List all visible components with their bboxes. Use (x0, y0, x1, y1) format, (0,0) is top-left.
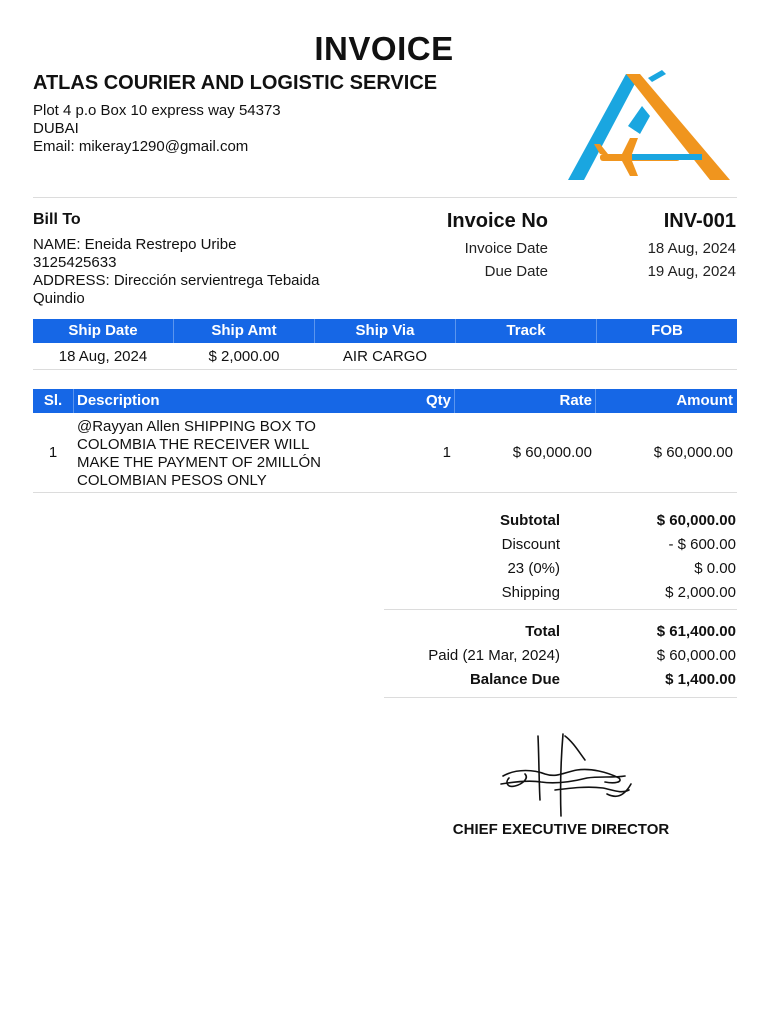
item-rate: $ 60,000.00 (512, 444, 592, 461)
description-line: @Rayyan Allen SHIPPING BOX TO (77, 418, 316, 435)
customer-phone: 3125425633 (33, 254, 117, 271)
address-line: Plot 4 p.o Box 10 express way 54373 (33, 102, 281, 119)
discount-value: - $ 600.00 (668, 536, 736, 553)
bill-to-details (33, 236, 373, 308)
description-line: COLOMBIA THE RECEIVER WILL (77, 436, 310, 453)
paid-value: $ 60,000.00 (656, 647, 736, 664)
company-logo (560, 68, 740, 186)
invoice-number: INV-001 (663, 210, 736, 232)
signatory-title: CHIEF EXECUTIVE DIRECTOR (452, 821, 670, 838)
column-divider (314, 319, 315, 343)
item-amount: $ 60,000.00 (653, 444, 733, 461)
customer-name: NAME: Eneida Restrepo Uribe (33, 236, 237, 253)
company-address (33, 102, 281, 156)
column-header: Description (77, 392, 160, 409)
column-header: Sl. (43, 392, 63, 409)
customer-address: ADDRESS: Dirección servientrega Tebaida (33, 272, 320, 289)
column-divider (595, 389, 596, 413)
ship-date: 18 Aug, 2024 (58, 348, 148, 365)
invoice-date: 18 Aug, 2024 (647, 240, 736, 257)
column-header: Amount (676, 392, 733, 409)
address-line: DUBAI (33, 120, 79, 137)
ship-via: AIR CARGO (342, 348, 428, 365)
subtotal-label: Subtotal (500, 512, 560, 529)
ship-amount: $ 2,000.00 (208, 348, 280, 365)
divider (384, 697, 737, 698)
column-divider (455, 319, 456, 343)
column-header: Ship Date (68, 322, 138, 339)
invoice-number-label: Invoice No (446, 210, 548, 232)
divider (384, 609, 737, 610)
shipping-value: $ 2,000.00 (665, 584, 736, 601)
column-divider (73, 389, 74, 413)
column-header: Rate (559, 392, 592, 409)
item-qty: 1 (442, 444, 451, 461)
column-header: FOB (651, 322, 683, 339)
description-line: COLOMBIAN PESOS ONLY (77, 472, 267, 489)
column-header: Ship Via (355, 322, 415, 339)
balance-due-label: Balance Due (469, 671, 560, 688)
balance-due-value: $ 1,400.00 (665, 671, 736, 688)
divider (33, 197, 737, 198)
signature (495, 728, 640, 820)
items-table-header (33, 389, 737, 413)
divider (33, 492, 737, 493)
due-date-label: Due Date (484, 263, 548, 280)
due-date: 19 Aug, 2024 (647, 263, 736, 280)
company-email: Email: mikeray1290@gmail.com (33, 138, 249, 155)
tax-value: $ 0.00 (694, 560, 736, 577)
divider (33, 369, 737, 370)
tax-label: 23 (0%) (507, 560, 560, 577)
column-divider (173, 319, 174, 343)
invoice-date-label: Invoice Date (464, 240, 548, 257)
item-sl: 1 (48, 444, 58, 461)
column-header: Qty (425, 392, 451, 409)
discount-label: Discount (501, 536, 560, 553)
total-value: $ 61,400.00 (656, 623, 736, 640)
shipping-table-header (33, 319, 737, 343)
subtotal-value: $ 60,000.00 (656, 512, 736, 529)
item-description (77, 418, 321, 490)
customer-address-line2: Quindio (33, 290, 85, 307)
description-line: MAKE THE PAYMENT OF 2MILLÓN (77, 454, 321, 471)
paid-label: Paid (21 Mar, 2024) (428, 647, 560, 664)
total-label: Total (525, 623, 560, 640)
invoice-title: INVOICE (314, 30, 454, 67)
shipping-label: Shipping (501, 584, 560, 601)
column-divider (596, 319, 597, 343)
column-header: Ship Amt (211, 322, 277, 339)
column-divider (454, 389, 455, 413)
shipping-row (33, 348, 737, 368)
column-header: Track (506, 322, 546, 339)
company-name: ATLAS COURIER AND LOGISTIC SERVICE (33, 72, 438, 94)
bill-to-heading: Bill To (33, 211, 81, 228)
table-row (33, 418, 737, 490)
